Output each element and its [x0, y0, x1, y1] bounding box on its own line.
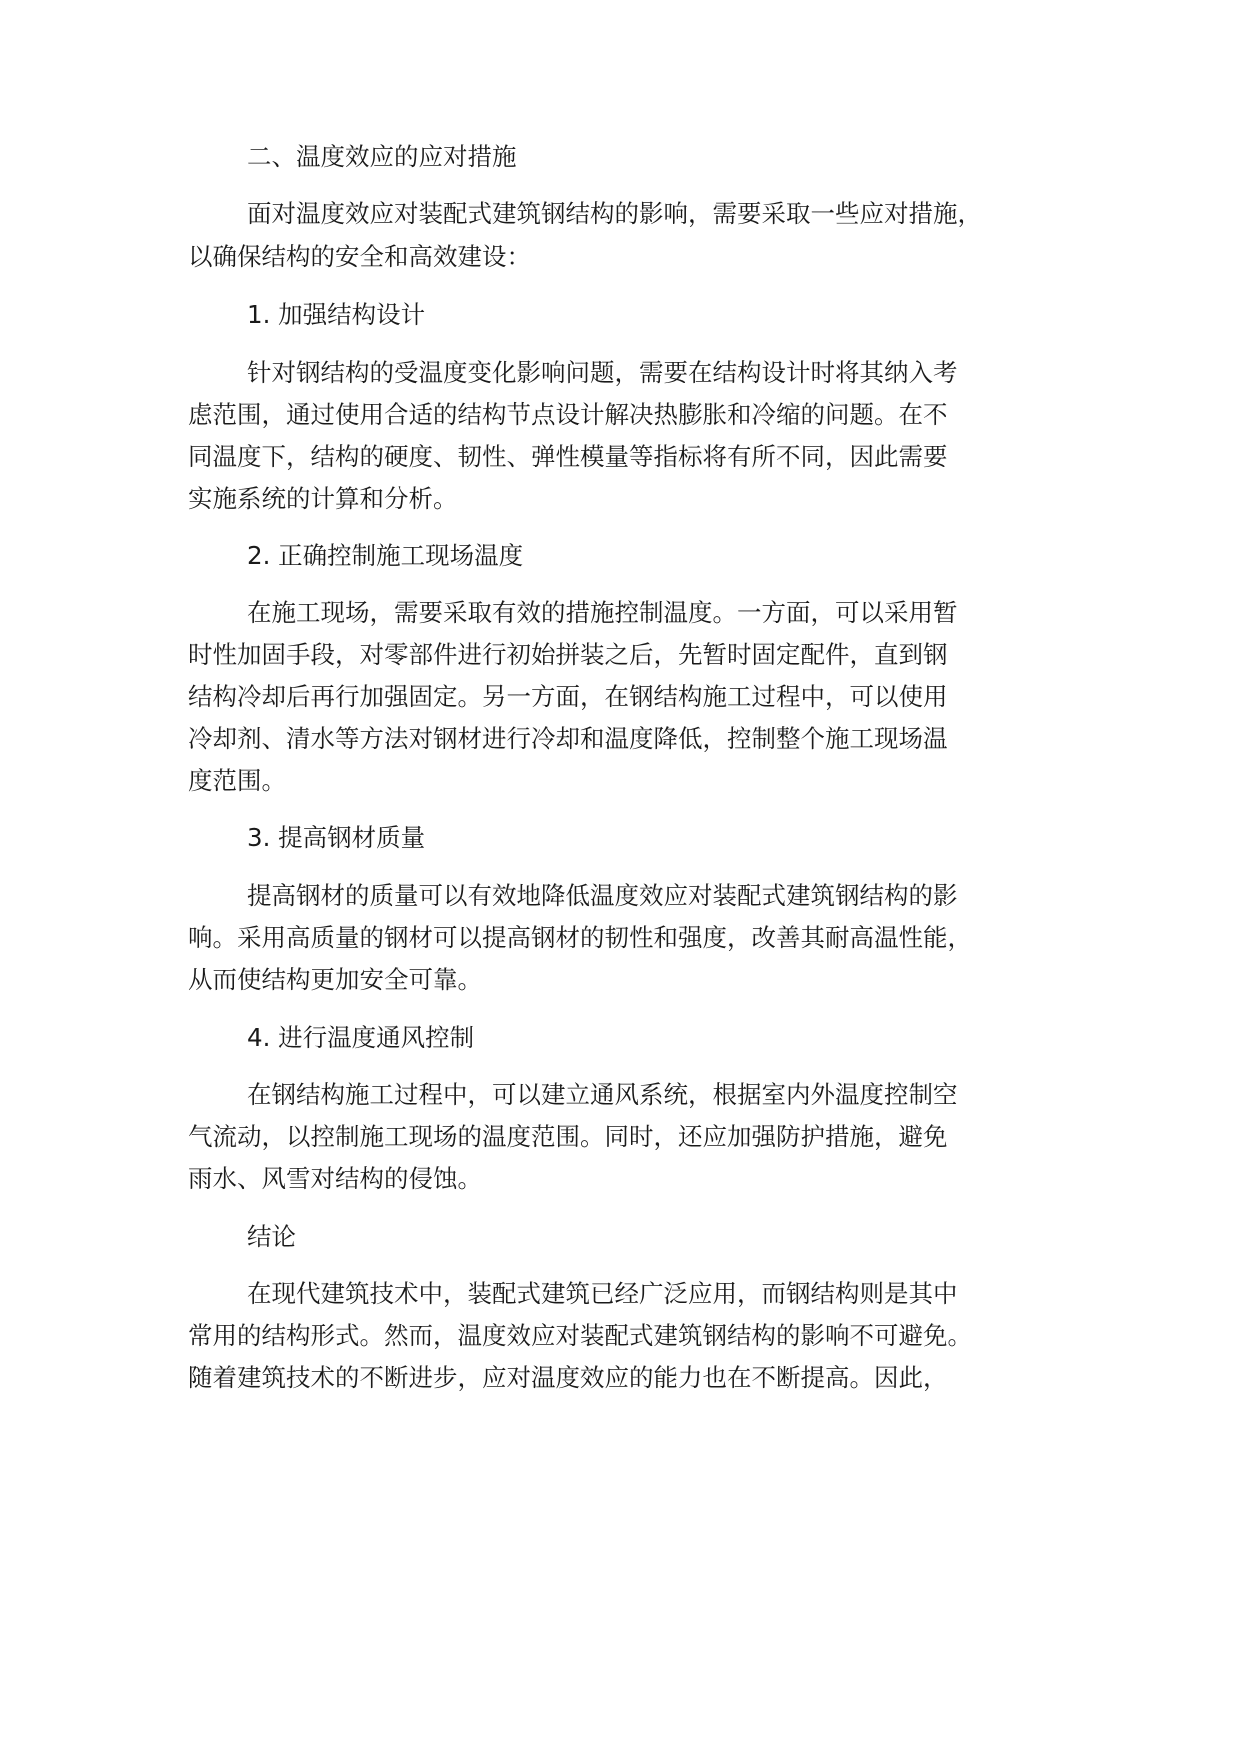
- measure-heading: 1. 加强结构设计: [247, 300, 426, 329]
- measure-heading: 3. 提高钢材质量: [247, 823, 426, 852]
- paragraph-line: 虑范围，通过使用合适的结构节点设计解决热膨胀和冷缩的问题。在不: [188, 400, 948, 429]
- paragraph-line: 气流动，以控制施工现场的温度范围。同时，还应加强防护措施，避免: [188, 1122, 948, 1151]
- paragraph-line: 在施工现场，需要采取有效的措施控制温度。一方面，可以采用暂: [247, 598, 958, 627]
- paragraph-line: 同温度下，结构的硬度、韧性、弹性模量等指标将有所不同，因此需要: [188, 442, 948, 471]
- paragraph-line: 结构冷却后再行加强固定。另一方面，在钢结构施工过程中，可以使用: [188, 682, 948, 711]
- intro-line: 以确保结构的安全和高效建设：: [188, 242, 531, 271]
- paragraph-line: 常用的结构形式。然而，温度效应对装配式建筑钢结构的影响不可避免。: [188, 1321, 972, 1350]
- conclusion-heading: 结论: [247, 1222, 296, 1251]
- paragraph-line: 针对钢结构的受温度变化影响问题，需要在结构设计时将其纳入考: [247, 358, 958, 387]
- paragraph-line: 度范围。: [188, 766, 286, 795]
- paragraph-line: 在现代建筑技术中，装配式建筑已经广泛应用，而钢结构则是其中: [247, 1279, 958, 1308]
- intro-line: 面对温度效应对装配式建筑钢结构的影响，需要采取一些应对措施，: [247, 199, 982, 228]
- measure-heading: 2. 正确控制施工现场温度: [247, 541, 524, 570]
- section-heading: 二、温度效应的应对措施: [247, 142, 517, 171]
- paragraph-line: 提高钢材的质量可以有效地降低温度效应对装配式建筑钢结构的影: [247, 881, 958, 910]
- paragraph-line: 时性加固手段，对零部件进行初始拼装之后，先暂时固定配件，直到钢: [188, 640, 948, 669]
- paragraph-line: 实施系统的计算和分析。: [188, 484, 458, 513]
- paragraph-line: 雨水、风雪对结构的侵蚀。: [188, 1164, 482, 1193]
- paragraph-line: 从而使结构更加安全可靠。: [188, 965, 482, 994]
- paragraph-line: 随着建筑技术的不断进步，应对温度效应的能力也在不断提高。因此，: [188, 1363, 948, 1392]
- measure-heading: 4. 进行温度通风控制: [247, 1023, 475, 1052]
- paragraph-line: 冷却剂、清水等方法对钢材进行冷却和温度降低，控制整个施工现场温: [188, 724, 948, 753]
- paragraph-line: 在钢结构施工过程中，可以建立通风系统，根据室内外温度控制空: [247, 1080, 958, 1109]
- paragraph-line: 响。采用高质量的钢材可以提高钢材的韧性和强度，改善其耐高温性能，: [188, 923, 972, 952]
